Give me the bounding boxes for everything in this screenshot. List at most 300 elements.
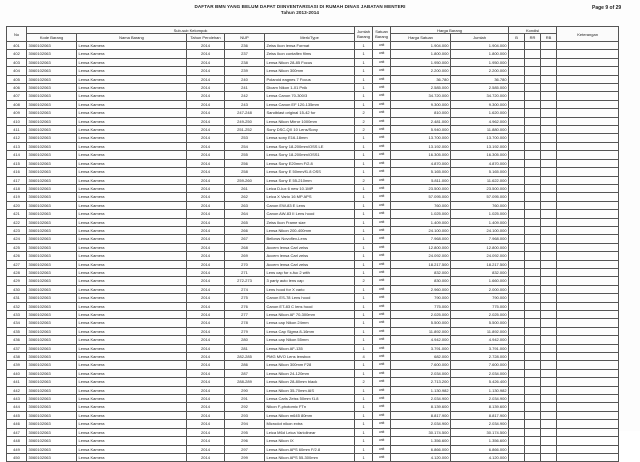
nama-barang-cell: Lensa Kamera [77,319,187,327]
kondisi-rb-cell [541,75,557,83]
table-row [7,294,619,302]
kondisi-rb-cell [541,386,557,394]
satuan-cell: unit [373,420,391,428]
kondisi-rr-cell [525,176,541,184]
harga-jumlah-cell: 11.880.000 [451,126,509,134]
harga-jumlah-cell: 1.356.600 [451,437,509,445]
kondisi-rr-cell [525,201,541,209]
table-row [7,428,619,436]
nup-cell: 242 [225,92,265,100]
merk-type-cell: Lensa Nikon 28-80mm black [265,378,355,386]
kode-barang-cell: 3060102063 [27,252,77,260]
tahun-cell: 2014 [187,437,225,445]
kondisi-b-cell [509,226,525,234]
table-row [7,285,619,293]
harga-satuan-cell: 760.000 [391,201,451,209]
merk-type-cell: Zeiss Ikon Frame size [265,218,355,226]
nama-barang-cell: Lensa Kamera [77,395,187,403]
harga-jumlah-cell: 1.800.000 [451,50,509,58]
kondisi-rb-cell [541,50,557,58]
kondisi-rr-cell [525,252,541,260]
jumlah-cell: 1 [355,369,373,377]
jumlah-cell: 1 [355,235,373,243]
keterangan-cell [557,58,619,66]
row-number: 434 [7,319,27,327]
kondisi-b-cell [509,243,525,251]
keterangan-cell [557,369,619,377]
merk-type-cell: Lensa Nikon m645 80mm [265,411,355,419]
kondisi-rr-cell [525,353,541,361]
satuan-cell: unit [373,319,391,327]
merk-type-cell: Accem lensa Carl zeiss [265,252,355,260]
satuan-cell: unit [373,235,391,243]
kondisi-rb-cell [541,210,557,218]
nup-cell: 263 [225,201,265,209]
jumlah-cell: 1 [355,361,373,369]
row-number: 411 [7,126,27,134]
kode-barang-cell: 3060102063 [27,176,77,184]
harga-satuan-cell: 4.120.000 [391,453,451,461]
harga-jumlah-cell: 13.192.000 [451,142,509,150]
jumlah-cell: 1 [355,260,373,268]
merk-type-cell: Lensa Nikon AF 70-300mm [265,311,355,319]
row-number: 430 [7,285,27,293]
kode-barang-cell: 3060102063 [27,336,77,344]
kode-barang-cell: 3060102063 [27,268,77,276]
nama-barang-cell: Lensa Kamera [77,311,187,319]
tahun-cell: 2014 [187,252,225,260]
keterangan-cell [557,226,619,234]
row-number: 445 [7,411,27,419]
row-number: 440 [7,369,27,377]
nup-cell: 249-250 [225,117,265,125]
satuan-cell: unit [373,42,391,50]
kondisi-b-cell [509,67,525,75]
nama-barang-cell: Lensa Kamera [77,453,187,461]
nup-cell: 281 [225,344,265,352]
jumlah-cell: 1 [355,92,373,100]
harga-satuan-cell: 12.800.000 [391,243,451,251]
kondisi-rr-cell [525,109,541,117]
jumlah-cell: 1 [355,168,373,176]
kondisi-rb-cell [541,184,557,192]
kondisi-rb-cell [541,361,557,369]
row-number: 422 [7,218,27,226]
kode-barang-cell: 3060102063 [27,311,77,319]
satuan-cell: unit [373,403,391,411]
jumlah-cell: 2 [355,126,373,134]
merk-type-cell: Lensa Nikon APS 60mm F/2.8 [265,445,355,453]
keterangan-cell [557,294,619,302]
keterangan-cell [557,210,619,218]
table-row [7,193,619,201]
row-number: 414 [7,151,27,159]
nup-cell: 268 [225,243,265,251]
satuan-cell: unit [373,344,391,352]
nup-cell: 237 [225,50,265,58]
nup-cell: 274 [225,285,265,293]
nup-cell: 266 [225,226,265,234]
satuan-cell: unit [373,386,391,394]
nama-barang-cell: Lensa Kamera [77,84,187,92]
nup-cell: 296 [225,437,265,445]
row-number: 428 [7,268,27,276]
nama-barang-cell: Lensa Kamera [77,75,187,83]
kode-barang-cell: 3060102063 [27,235,77,243]
row-number: 435 [7,327,27,335]
kondisi-rb-cell [541,260,557,268]
nama-barang-cell: Lensa Kamera [77,243,187,251]
harga-satuan-cell: 1.130.982 [391,386,451,394]
kondisi-rb-cell [541,235,557,243]
inventory-table [6,26,619,462]
harga-satuan-cell: 24.092.000 [391,252,451,260]
nama-barang-cell: Lensa Kamera [77,302,187,310]
kondisi-rr-cell [525,378,541,386]
jumlah-cell: 1 [355,67,373,75]
satuan-cell: unit [373,142,391,150]
merk-type-cell: Lensa Nikon 35-70mm AIS [265,386,355,394]
row-number: 433 [7,311,27,319]
harga-jumlah-cell: 8.817.900 [451,411,509,419]
harga-satuan-cell: 8.817.900 [391,411,451,419]
kode-barang-cell: 3060102063 [27,193,77,201]
table-row [7,126,619,134]
harga-jumlah-cell: 12.800.000 [451,243,509,251]
jumlah-cell: 1 [355,226,373,234]
satuan-cell: unit [373,252,391,260]
harga-satuan-cell: 810.000 [391,109,451,117]
kondisi-rr-cell [525,268,541,276]
keterangan-cell [557,134,619,142]
kondisi-b-cell [509,84,525,92]
row-number: 412 [7,134,27,142]
jumlah-cell: 1 [355,134,373,142]
keterangan-cell [557,109,619,117]
harga-satuan-cell: 36.780 [391,75,451,83]
kondisi-b-cell [509,58,525,66]
table-row [7,218,619,226]
table-row [7,453,619,461]
merk-type-cell: PMG MVO Lens lensbox [265,353,355,361]
harga-jumlah-cell: 4.120.000 [451,453,509,461]
keterangan-cell [557,302,619,310]
kondisi-rr-cell [525,260,541,268]
jumlah-cell: 1 [355,75,373,83]
page-number: Page 9 of 29 [592,5,622,11]
satuan-cell: unit [373,302,391,310]
nup-cell: 271 [225,268,265,276]
kondisi-b-cell [509,386,525,394]
nup-cell: 275 [225,294,265,302]
row-number: 403 [7,58,27,66]
keterangan-cell [557,378,619,386]
nama-barang-cell: Lensa Kamera [77,50,187,58]
nama-barang-cell: Lensa Kamera [77,42,187,50]
title-line-1: DAFTAR BMN YANG BELUM DAPAT DIINVENTARISASI DI RUMAH DINAS JABATAN MENTERI [194,4,406,9]
row-number: 416 [7,168,27,176]
merk-type-cell: Lensa Nikon IX [265,437,355,445]
nup-cell: 279 [225,327,265,335]
nama-barang-cell: Lensa Kamera [77,58,187,66]
nama-barang-cell: Lensa Kamera [77,411,187,419]
nama-barang-cell: Lensa Kamera [77,344,187,352]
merk-type-cell: Lensa Nikon AF-135 [265,344,355,352]
satuan-cell: unit [373,353,391,361]
tahun-cell: 2014 [187,159,225,167]
jumlah-cell: 1 [355,344,373,352]
kondisi-b-cell [509,428,525,436]
tahun-cell: 2014 [187,100,225,108]
nup-cell: 261 [225,184,265,192]
jumlah-cell: 1 [355,319,373,327]
kode-barang-cell: 3060102063 [27,109,77,117]
harga-satuan-cell: 5.165.000 [391,168,451,176]
jumlah-cell: 1 [355,210,373,218]
row-number: 439 [7,361,27,369]
merk-type-cell: Canon ET-83 C lens hood [265,302,355,310]
merk-type-cell: Lensa Nikon 300mm F28 [265,361,355,369]
nup-cell: 288-289 [225,378,265,386]
table-row [7,226,619,234]
kondisi-rr-cell [525,311,541,319]
header-kondisi-b: B [509,34,525,42]
merk-type-cell: Zeiss Ikon contaflex films [265,50,355,58]
table-row [7,403,619,411]
kondisi-b-cell [509,168,525,176]
table-row [7,134,619,142]
harga-satuan-cell: 13.192.000 [391,142,451,150]
table-row [7,386,619,394]
kode-barang-cell: 3060102063 [27,210,77,218]
kode-barang-cell: 3060102063 [27,411,77,419]
kondisi-b-cell [509,109,525,117]
kode-barang-cell: 3060102063 [27,50,77,58]
harga-satuan-cell: 13.700.000 [391,134,451,142]
kondisi-rb-cell [541,42,557,50]
tahun-cell: 2014 [187,235,225,243]
harga-satuan-cell: 1.904.000 [391,42,451,50]
kondisi-b-cell [509,176,525,184]
kondisi-rb-cell [541,252,557,260]
harga-jumlah-cell: 775.000 [451,302,509,310]
harga-satuan-cell: 2.960.000 [391,285,451,293]
kondisi-rr-cell [525,327,541,335]
jumlah-cell: 2 [355,277,373,285]
table-row [7,311,619,319]
nup-cell: 272-273 [225,277,265,285]
kondisi-rr-cell [525,159,541,167]
merk-type-cell: Lens cap for x-fuc 2 with [265,268,355,276]
kondisi-rb-cell [541,109,557,117]
merk-type-cell: Lensa sony E16-18mm [265,134,355,142]
kondisi-rr-cell [525,369,541,377]
table-row [7,117,619,125]
kode-barang-cell: 3060102063 [27,327,77,335]
row-number: 406 [7,84,27,92]
jumlah-cell: 1 [355,218,373,226]
keterangan-cell [557,336,619,344]
nup-cell: 255 [225,151,265,159]
kondisi-rr-cell [525,134,541,142]
table-row [7,420,619,428]
harga-jumlah-cell: 832.000 [451,268,509,276]
satuan-cell: unit [373,336,391,344]
tahun-cell: 2014 [187,361,225,369]
harga-jumlah-cell: 6.866.000 [451,445,509,453]
harga-satuan-cell: 8.139.600 [391,403,451,411]
nama-barang-cell: Lensa Kamera [77,134,187,142]
satuan-cell: unit [373,411,391,419]
kode-barang-cell: 3060102063 [27,201,77,209]
satuan-cell: unit [373,92,391,100]
tahun-cell: 2014 [187,260,225,268]
nup-cell: 251-252 [225,126,265,134]
kondisi-b-cell [509,126,525,134]
merk-type-cell: Lensa cap Nikon 24mm [265,319,355,327]
merk-type-cell: Lensa Sony E 50mm/f1.8 OSS [265,168,355,176]
keterangan-cell [557,100,619,108]
jumlah-cell: 1 [355,411,373,419]
satuan-cell: unit [373,58,391,66]
table-row [7,395,619,403]
row-number: 436 [7,336,27,344]
jumlah-cell: 1 [355,403,373,411]
kondisi-b-cell [509,210,525,218]
harga-jumlah-cell: 790.000 [451,294,509,302]
harga-jumlah-cell: 36.780 [451,75,509,83]
tahun-cell: 2014 [187,369,225,377]
kondisi-b-cell [509,75,525,83]
tahun-cell: 2014 [187,193,225,201]
harga-satuan-cell: 3.791.000 [391,344,451,352]
table-row [7,168,619,176]
header-tahun-perolehan: Tahun Perolehan [187,34,225,42]
tahun-cell: 2014 [187,117,225,125]
jumlah-cell: 1 [355,268,373,276]
kondisi-rr-cell [525,151,541,159]
keterangan-cell [557,386,619,394]
harga-satuan-cell: 7.968.000 [391,235,451,243]
nup-cell: 290 [225,386,265,394]
jumlah-cell: 1 [355,437,373,445]
kode-barang-cell: 3060102063 [27,75,77,83]
keterangan-cell [557,311,619,319]
tahun-cell: 2014 [187,142,225,150]
jumlah-cell: 1 [355,193,373,201]
kondisi-rr-cell [525,117,541,125]
keterangan-cell [557,260,619,268]
row-number: 415 [7,159,27,167]
jumlah-cell: 1 [355,50,373,58]
keterangan-cell [557,84,619,92]
kondisi-rr-cell [525,411,541,419]
harga-jumlah-cell: 34.720.000 [451,92,509,100]
kode-barang-cell: 3060102063 [27,58,77,66]
kondisi-b-cell [509,344,525,352]
keterangan-cell [557,353,619,361]
kode-barang-cell: 3060102063 [27,134,77,142]
harga-satuan-cell: 1.409.000 [391,218,451,226]
nama-barang-cell: Lensa Kamera [77,159,187,167]
kode-barang-cell: 3060102063 [27,142,77,150]
harga-satuan-cell: 24.100.000 [391,226,451,234]
kondisi-b-cell [509,395,525,403]
merk-type-cell: Canon ES-78 Lens hood [265,294,355,302]
harga-jumlah-cell: 2.728.000 [451,353,509,361]
kode-barang-cell: 3060102063 [27,42,77,50]
tahun-cell: 2014 [187,75,225,83]
table-row [7,268,619,276]
kode-barang-cell: 3060102063 [27,100,77,108]
kondisi-b-cell [509,42,525,50]
kondisi-rb-cell [541,428,557,436]
nup-cell: 259-260 [225,176,265,184]
table-row [7,437,619,445]
tahun-cell: 2014 [187,109,225,117]
row-number: 401 [7,42,27,50]
tahun-cell: 2014 [187,336,225,344]
jumlah-cell: 1 [355,395,373,403]
nama-barang-cell: Lensa Kamera [77,428,187,436]
harga-jumlah-cell: 3.791.000 [451,344,509,352]
tahun-cell: 2014 [187,353,225,361]
harga-satuan-cell: 2.034.900 [391,395,451,403]
merk-type-cell: Lensa Nikon 24-120mm [265,369,355,377]
row-number: 408 [7,100,27,108]
nup-cell: 254 [225,142,265,150]
kode-barang-cell: 3060102063 [27,159,77,167]
tahun-cell: 2014 [187,403,225,411]
kondisi-b-cell [509,277,525,285]
satuan-cell: unit [373,75,391,83]
kondisi-rr-cell [525,126,541,134]
harga-satuan-cell: 1.950.000 [391,58,451,66]
tahun-cell: 2014 [187,218,225,226]
harga-satuan-cell: 682.000 [391,353,451,361]
table-row [7,58,619,66]
merk-type-cell: Microdot nikon extra [265,420,355,428]
kondisi-rr-cell [525,445,541,453]
nama-barang-cell: Lensa Kamera [77,142,187,150]
kondisi-b-cell [509,201,525,209]
kondisi-rr-cell [525,193,541,201]
harga-satuan-cell: 18.217.500 [391,260,451,268]
harga-satuan-cell: 2.481.000 [391,117,451,125]
tahun-cell: 2014 [187,378,225,386]
merk-type-cell: Lensa Nikon 200-400mm [265,226,355,234]
kode-barang-cell: 3060102063 [27,369,77,377]
tahun-cell: 2014 [187,277,225,285]
kondisi-b-cell [509,151,525,159]
kondisi-rr-cell [525,243,541,251]
harga-jumlah-cell: 4.962.000 [451,117,509,125]
keterangan-cell [557,344,619,352]
nama-barang-cell: Lensa Kamera [77,201,187,209]
harga-satuan-cell: 4.942.000 [391,336,451,344]
kode-barang-cell: 3060102063 [27,151,77,159]
row-number: 421 [7,210,27,218]
merk-type-cell: Bellows Novoflex-Lens [265,235,355,243]
kondisi-rr-cell [525,210,541,218]
harga-jumlah-cell: 2.200.000 [451,67,509,75]
harga-jumlah-cell: 11.892.000 [451,327,509,335]
nup-cell: 262 [225,193,265,201]
kondisi-rb-cell [541,411,557,419]
nama-barang-cell: Lensa Kamera [77,294,187,302]
kondisi-rr-cell [525,294,541,302]
jumlah-cell: 1 [355,327,373,335]
